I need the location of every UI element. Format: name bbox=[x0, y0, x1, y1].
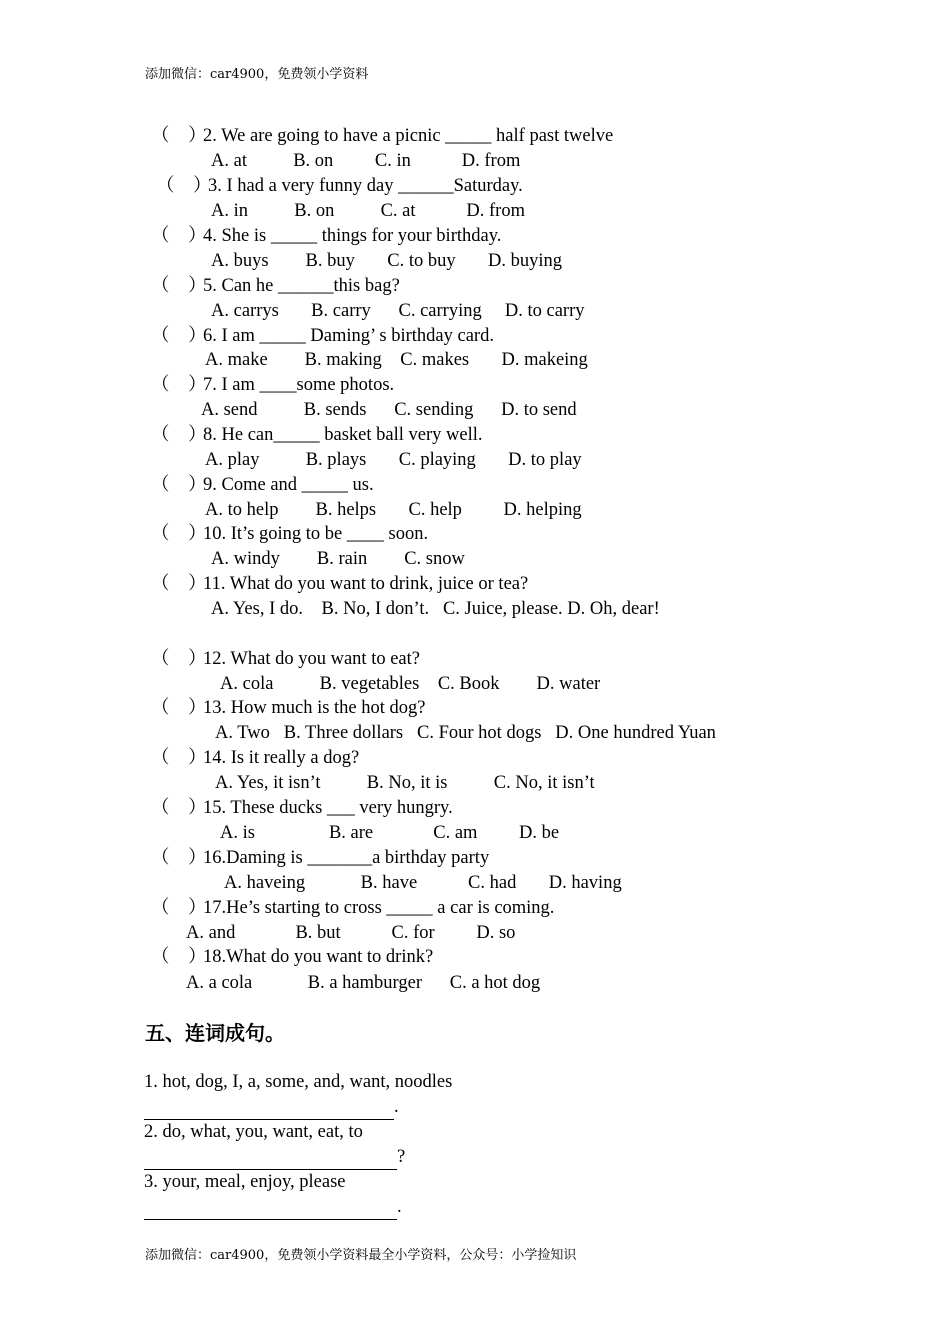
question-7-options: A. send B. sends C. sending D. to send bbox=[201, 400, 577, 420]
sentence-3-answer-line[interactable] bbox=[144, 1195, 402, 1220]
question-text: 17.He’s starting to cross _____ a car is coming. bbox=[203, 898, 555, 918]
question-3-options: A. in B. on C. at D. from bbox=[211, 201, 525, 221]
question-text: 4. She is _____ things for your birthday. bbox=[203, 226, 502, 246]
question-2-options: A. at B. on C. in D. from bbox=[211, 151, 521, 171]
sentence-punct: . bbox=[394, 1097, 399, 1117]
question-text: 13. How much is the hot dog? bbox=[203, 698, 426, 718]
answer-paren[interactable]: （ ） bbox=[151, 524, 207, 544]
question-14-options: A. Yes, it isn’t B. No, it is C. No, it isn’t bbox=[215, 773, 595, 793]
answer-paren[interactable]: （ ） bbox=[151, 898, 207, 918]
answer-paren[interactable]: （ ） bbox=[151, 574, 207, 594]
answer-paren[interactable]: （ ） bbox=[151, 226, 207, 246]
answer-paren[interactable]: （ ） bbox=[156, 176, 212, 196]
question-text: 6. I am _____ Daming’ s birthday card. bbox=[203, 326, 494, 346]
question-text: 11. What do you want to drink, juice or tea? bbox=[203, 574, 529, 594]
question-17 bbox=[151, 896, 554, 921]
answer-blank[interactable] bbox=[144, 1098, 394, 1120]
answer-paren[interactable]: （ ） bbox=[151, 798, 207, 818]
question-text: 7. I am ____some photos. bbox=[203, 375, 395, 395]
answer-paren[interactable]: （ ） bbox=[151, 649, 207, 669]
question-16 bbox=[151, 846, 489, 871]
sentence-2-answer-line[interactable] bbox=[144, 1145, 405, 1170]
question-text: 9. Come and _____ us. bbox=[203, 475, 374, 495]
answer-paren[interactable]: （ ） bbox=[151, 326, 207, 346]
question-14 bbox=[151, 746, 359, 771]
question-17-options: A. and B. but C. for D. so bbox=[186, 923, 516, 943]
question-13 bbox=[151, 696, 426, 721]
question-6-options: A. make B. making C. makes D. makeing bbox=[205, 350, 588, 370]
answer-paren[interactable]: （ ） bbox=[151, 848, 207, 868]
question-5-options: A. carrys B. carry C. carrying D. to carry bbox=[211, 301, 585, 321]
question-text: 15. These ducks ___ very hungry. bbox=[203, 798, 453, 818]
sentence-3-words: 3. your, meal, enjoy, please bbox=[144, 1172, 346, 1192]
question-text: 5. Can he ______this bag? bbox=[203, 276, 400, 296]
question-text: 16.Daming is _______a birthday party bbox=[203, 848, 490, 868]
sentence-punct: ? bbox=[397, 1147, 406, 1167]
question-3 bbox=[156, 174, 523, 199]
question-11 bbox=[151, 572, 528, 597]
question-15 bbox=[151, 796, 453, 821]
question-10-options: A. windy B. rain C. snow bbox=[211, 549, 465, 569]
question-11-options: A. Yes, I do. B. No, I don’t. C. Juice, please. D. Oh, dear! bbox=[211, 599, 660, 619]
question-2 bbox=[151, 124, 613, 149]
question-8 bbox=[151, 423, 482, 448]
answer-blank[interactable] bbox=[144, 1198, 397, 1220]
question-text: 12. What do you want to eat? bbox=[203, 649, 420, 669]
question-18-options: A. a cola B. a hamburger C. a hot dog bbox=[186, 973, 541, 993]
question-text: 14. Is it really a dog? bbox=[203, 748, 360, 768]
question-9 bbox=[151, 473, 374, 498]
answer-paren[interactable]: （ ） bbox=[151, 748, 207, 768]
sentence-2-words: 2. do, what, you, want, eat, to bbox=[144, 1122, 363, 1142]
question-text: 8. He can_____ basket ball very well. bbox=[203, 425, 483, 445]
question-8-options: A. play B. plays C. playing D. to play bbox=[205, 450, 582, 470]
question-text: 10. It’s going to be ____ soon. bbox=[203, 524, 429, 544]
question-18 bbox=[151, 945, 433, 970]
question-4 bbox=[151, 224, 501, 249]
question-text: 3. I had a very funny day ______Saturday. bbox=[208, 176, 523, 196]
answer-paren[interactable]: （ ） bbox=[151, 698, 207, 718]
question-10 bbox=[151, 522, 428, 547]
answer-paren[interactable]: （ ） bbox=[151, 375, 207, 395]
question-15-options: A. is B. are C. am D. be bbox=[220, 823, 560, 843]
sentence-punct: . bbox=[397, 1197, 402, 1217]
sentence-1-answer-line[interactable] bbox=[144, 1095, 399, 1120]
question-6 bbox=[151, 324, 494, 349]
answer-paren[interactable]: （ ） bbox=[151, 126, 207, 146]
page-header: 添加微信：car4900，免费领小学资料 bbox=[145, 67, 369, 82]
answer-paren[interactable]: （ ） bbox=[151, 425, 207, 445]
question-text: 18.What do you want to drink? bbox=[203, 947, 434, 967]
sentence-1-words: 1. hot, dog, I, a, some, and, want, noodles bbox=[144, 1072, 453, 1092]
answer-paren[interactable]: （ ） bbox=[151, 475, 207, 495]
answer-blank[interactable] bbox=[144, 1148, 397, 1170]
question-5 bbox=[151, 274, 400, 299]
question-9-options: A. to help B. helps C. help D. helping bbox=[205, 500, 582, 520]
answer-paren[interactable]: （ ） bbox=[151, 947, 207, 967]
question-4-options: A. buys B. buy C. to buy D. buying bbox=[211, 251, 563, 271]
section-title: 五、连词成句。 bbox=[145, 1021, 285, 1045]
question-text: 2. We are going to have a picnic _____ half past twelve bbox=[203, 126, 614, 146]
question-13-options: A. Two B. Three dollars C. Four hot dogs D. One hundred Yuan bbox=[215, 723, 716, 743]
question-12 bbox=[151, 647, 420, 672]
question-7 bbox=[151, 373, 394, 398]
question-12-options: A. cola B. vegetables C. Book D. water bbox=[220, 674, 601, 694]
page-footer: 添加微信：car4900，免费领小学资料最全小学资料，公众号：小学捡知识 bbox=[145, 1248, 577, 1263]
question-16-options: A. haveing B. have C. had D. having bbox=[224, 873, 622, 893]
answer-paren[interactable]: （ ） bbox=[151, 276, 207, 296]
